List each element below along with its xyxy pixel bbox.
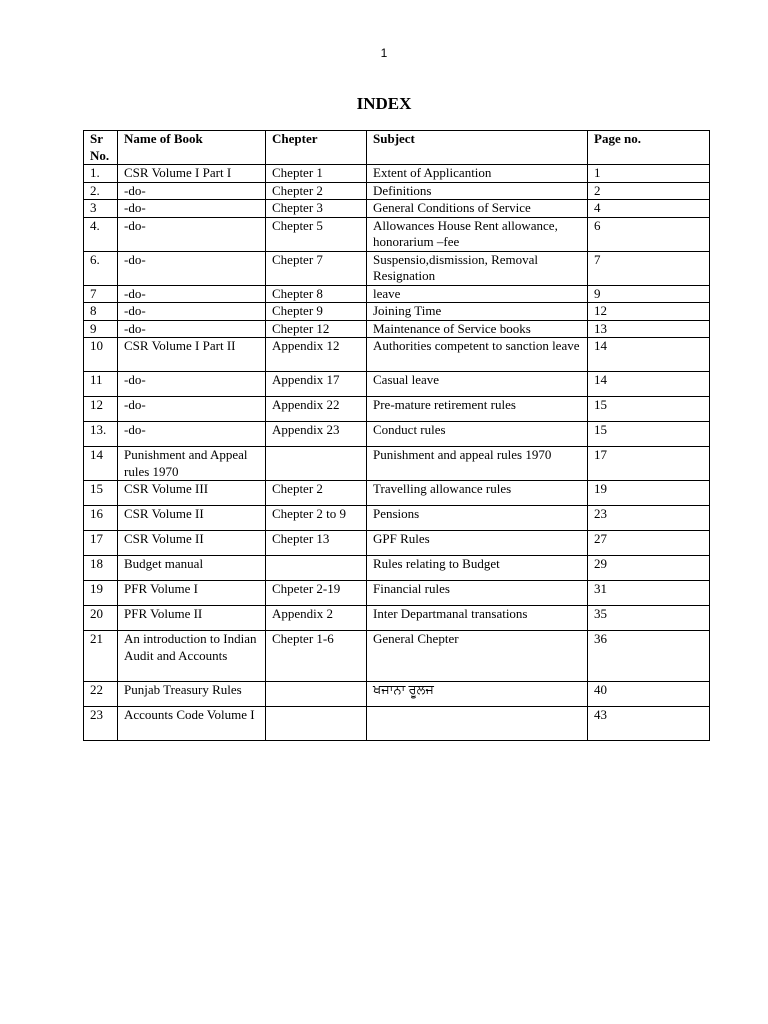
cell-chapter: Appendix 17	[266, 372, 367, 397]
cell-chapter: Appendix 12	[266, 338, 367, 372]
column-header-sr: Sr No.	[84, 131, 118, 165]
cell-chapter: Chepter 2 to 9	[266, 506, 367, 531]
cell-chapter: Chepter 3	[266, 200, 367, 218]
cell-chapter: Chepter 1-6	[266, 631, 367, 682]
cell-sr-no: 22	[84, 682, 118, 707]
cell-book-name: CSR Volume I Part I	[118, 165, 266, 183]
cell-chapter: Appendix 22	[266, 397, 367, 422]
cell-book-name: CSR Volume III	[118, 481, 266, 506]
table-row	[84, 397, 710, 422]
table-row	[84, 200, 710, 218]
cell-sr-no: 23	[84, 707, 118, 741]
table-row	[84, 581, 710, 606]
cell-sr-no: 7	[84, 285, 118, 303]
cell-book-name: -do-	[118, 217, 266, 251]
cell-sr-no: 11	[84, 372, 118, 397]
cell-subject: Joining Time	[367, 303, 588, 321]
cell-page-no: 14	[588, 338, 710, 372]
cell-subject: leave	[367, 285, 588, 303]
column-header-chapter: Chepter	[266, 131, 367, 165]
cell-sr-no: 19	[84, 581, 118, 606]
table-row	[84, 217, 710, 251]
table-row	[84, 682, 710, 707]
cell-chapter: Chepter 9	[266, 303, 367, 321]
cell-sr-no: 18	[84, 556, 118, 581]
cell-page-no: 36	[588, 631, 710, 682]
cell-book-name: -do-	[118, 200, 266, 218]
cell-page-no: 6	[588, 217, 710, 251]
cell-chapter: Chepter 8	[266, 285, 367, 303]
cell-sr-no: 20	[84, 606, 118, 631]
cell-subject: Punishment and appeal rules 1970	[367, 447, 588, 481]
cell-page-no: 4	[588, 200, 710, 218]
table-header-row	[84, 131, 710, 165]
cell-subject: Financial rules	[367, 581, 588, 606]
cell-book-name: CSR Volume II	[118, 506, 266, 531]
cell-sr-no: 6.	[84, 251, 118, 285]
cell-chapter: Appendix 2	[266, 606, 367, 631]
cell-page-no: 12	[588, 303, 710, 321]
cell-book-name: Accounts Code Volume I	[118, 707, 266, 741]
cell-book-name: -do-	[118, 320, 266, 338]
page-number: 1	[380, 46, 388, 60]
cell-book-name: Punishment and Appeal rules 1970	[118, 447, 266, 481]
table-row	[84, 372, 710, 397]
table-row	[84, 506, 710, 531]
cell-sr-no: 9	[84, 320, 118, 338]
cell-book-name: -do-	[118, 182, 266, 200]
cell-page-no: 27	[588, 531, 710, 556]
cell-page-no: 40	[588, 682, 710, 707]
cell-page-no: 31	[588, 581, 710, 606]
page-title: INDEX	[356, 94, 412, 113]
cell-chapter	[266, 707, 367, 741]
cell-sr-no: 14	[84, 447, 118, 481]
cell-chapter: Chepter 7	[266, 251, 367, 285]
cell-sr-no: 4.	[84, 217, 118, 251]
cell-subject: General Conditions of Service	[367, 200, 588, 218]
cell-book-name: -do-	[118, 422, 266, 447]
cell-subject: Definitions	[367, 182, 588, 200]
cell-book-name: Punjab Treasury Rules	[118, 682, 266, 707]
cell-subject: Conduct rules	[367, 422, 588, 447]
cell-book-name: CSR Volume I Part II	[118, 338, 266, 372]
cell-book-name: CSR Volume II	[118, 531, 266, 556]
cell-subject: Pre-mature retirement rules	[367, 397, 588, 422]
cell-sr-no: 1.	[84, 165, 118, 183]
cell-subject: Allowances House Rent allowance, honorarium –fee	[367, 217, 588, 251]
table-row	[84, 320, 710, 338]
table-row	[84, 182, 710, 200]
cell-sr-no: 3	[84, 200, 118, 218]
cell-sr-no: 8	[84, 303, 118, 321]
cell-chapter: Chpeter 2-19	[266, 581, 367, 606]
cell-chapter	[266, 682, 367, 707]
cell-subject: Inter Departmanal transations	[367, 606, 588, 631]
cell-sr-no: 10	[84, 338, 118, 372]
cell-book-name: -do-	[118, 285, 266, 303]
cell-chapter: Chepter 1	[266, 165, 367, 183]
cell-page-no: 14	[588, 372, 710, 397]
table-row	[84, 556, 710, 581]
table-row	[84, 285, 710, 303]
table-row	[84, 481, 710, 506]
cell-subject: General Chepter	[367, 631, 588, 682]
table-row	[84, 165, 710, 183]
index-table	[83, 130, 710, 741]
table-row	[84, 606, 710, 631]
cell-book-name: An introduction to Indian Audit and Accounts	[118, 631, 266, 682]
cell-subject: Casual leave	[367, 372, 588, 397]
cell-page-no: 15	[588, 422, 710, 447]
cell-book-name: PFR Volume II	[118, 606, 266, 631]
cell-page-no: 19	[588, 481, 710, 506]
cell-book-name: -do-	[118, 303, 266, 321]
cell-sr-no: 13.	[84, 422, 118, 447]
cell-page-no: 23	[588, 506, 710, 531]
cell-sr-no: 15	[84, 481, 118, 506]
cell-subject	[367, 707, 588, 741]
cell-book-name: -do-	[118, 397, 266, 422]
cell-chapter	[266, 447, 367, 481]
cell-page-no: 35	[588, 606, 710, 631]
table-row	[84, 422, 710, 447]
cell-book-name: PFR Volume I	[118, 581, 266, 606]
cell-book-name: Budget manual	[118, 556, 266, 581]
cell-chapter: Chepter 5	[266, 217, 367, 251]
cell-page-no: 43	[588, 707, 710, 741]
cell-book-name: -do-	[118, 372, 266, 397]
cell-page-no: 17	[588, 447, 710, 481]
column-header-subject: Subject	[367, 131, 588, 165]
table-row	[84, 631, 710, 682]
cell-page-no: 15	[588, 397, 710, 422]
cell-subject: Pensions	[367, 506, 588, 531]
cell-chapter: Chepter 2	[266, 182, 367, 200]
cell-chapter: Appendix 23	[266, 422, 367, 447]
cell-subject: Suspensio,dismission, Removal Resignation	[367, 251, 588, 285]
table-row	[84, 303, 710, 321]
cell-chapter: Chepter 2	[266, 481, 367, 506]
cell-page-no: 7	[588, 251, 710, 285]
table-row	[84, 338, 710, 372]
cell-sr-no: 16	[84, 506, 118, 531]
cell-subject: Rules relating to Budget	[367, 556, 588, 581]
cell-page-no: 9	[588, 285, 710, 303]
cell-subject: ਖਜਾਨਾ ਰੂਲਜ	[367, 682, 588, 707]
cell-subject: Maintenance of Service books	[367, 320, 588, 338]
cell-subject: Travelling allowance rules	[367, 481, 588, 506]
cell-sr-no: 17	[84, 531, 118, 556]
table-row	[84, 707, 710, 741]
cell-page-no: 1	[588, 165, 710, 183]
table-row	[84, 447, 710, 481]
cell-sr-no: 12	[84, 397, 118, 422]
cell-chapter: Chepter 12	[266, 320, 367, 338]
cell-book-name: -do-	[118, 251, 266, 285]
table-row	[84, 251, 710, 285]
cell-page-no: 2	[588, 182, 710, 200]
cell-subject: GPF Rules	[367, 531, 588, 556]
cell-page-no: 29	[588, 556, 710, 581]
column-header-book: Name of Book	[118, 131, 266, 165]
cell-chapter: Chepter 13	[266, 531, 367, 556]
cell-subject: Extent of Applicantion	[367, 165, 588, 183]
cell-subject: Authorities competent to sanction leave	[367, 338, 588, 372]
column-header-page: Page no.	[588, 131, 710, 165]
table-row	[84, 531, 710, 556]
cell-sr-no: 2.	[84, 182, 118, 200]
cell-sr-no: 21	[84, 631, 118, 682]
cell-chapter	[266, 556, 367, 581]
cell-page-no: 13	[588, 320, 710, 338]
